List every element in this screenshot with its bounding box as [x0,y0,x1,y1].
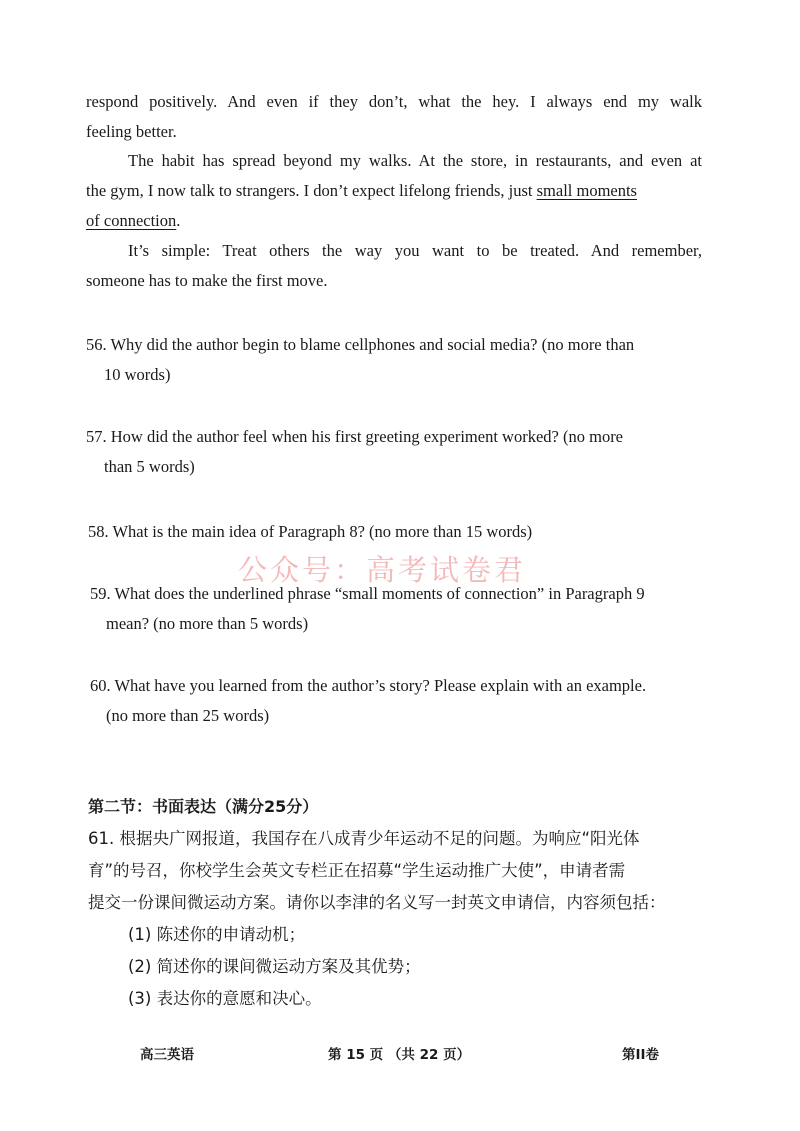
passage-line-5-period: . [176,211,181,230]
passage-line-2: feeling better. [86,122,177,141]
task-item-1: (1) 陈述你的申请动机； [128,925,306,944]
footer-page-number: 第 15 页 （共 22 页） [328,1047,471,1063]
question-57-cont: than 5 words) [104,457,195,476]
question-57: 57. How did the author feel when his first greeting experiment worked? (no more [86,427,624,446]
question-60: 60. What have you learned from the author’s story? Please explain with an example. [90,676,647,695]
passage-line-6: It’s simple: Treat others the way you want to be treated. And remember, [128,241,702,260]
underlined-phrase-part-1: small moments [536,181,637,200]
watermark-text: 公众号：高考试卷君 [238,553,527,587]
question-59: 59. What does the underlined phrase “small moments of connection” in Paragraph 9 [90,584,645,603]
question-56: 56. Why did the author begin to blame cellphones and social media? (no more than [86,335,635,354]
question-58: 58. What is the main idea of Paragraph 8? (no more than 15 words) [88,522,533,541]
underlined-phrase-part-2: of connection [86,211,177,230]
task-item-2: (2) 简述你的课间微运动方案及其优势； [128,957,421,976]
task-item-3: (3) 表达你的意愿和决心。 [128,989,322,1008]
question-59-cont: mean? (no more than 5 words) [106,614,309,633]
passage-line-7: someone has to make the first move. [86,271,328,290]
passage-line-4-text: the gym, I now talk to strangers. I don’t expect lifelong friends, just [86,181,537,200]
task-line-3: 提交一份课间微运动方案。请你以李津的名义写一封英文申请信，内容须包括： [88,893,666,912]
question-56-cont: 10 words) [104,365,171,384]
footer-volume: 第II卷 [622,1047,660,1063]
task-line-1: 61. 根据央广网报道，我国存在八成青少年运动不足的问题。为响应“阳光体 [88,829,640,848]
passage-line-3: The habit has spread beyond my walks. At the store, in restaurants, and even at [128,151,702,170]
passage-line-5 [86,206,180,236]
passage-line-1: respond positively. And even if they don’t, what the hey. I always end my walk [86,92,702,111]
section-heading: 第二节：书面表达（满分25分） [88,797,319,816]
footer-subject: 高三英语 [140,1047,194,1063]
task-line-2: 育”的号召，你校学生会英文专栏正在招募“学生运动推广大使”，申请者需 [88,861,626,880]
passage-line-4 [86,176,702,206]
question-60-cont: (no more than 25 words) [106,706,270,725]
